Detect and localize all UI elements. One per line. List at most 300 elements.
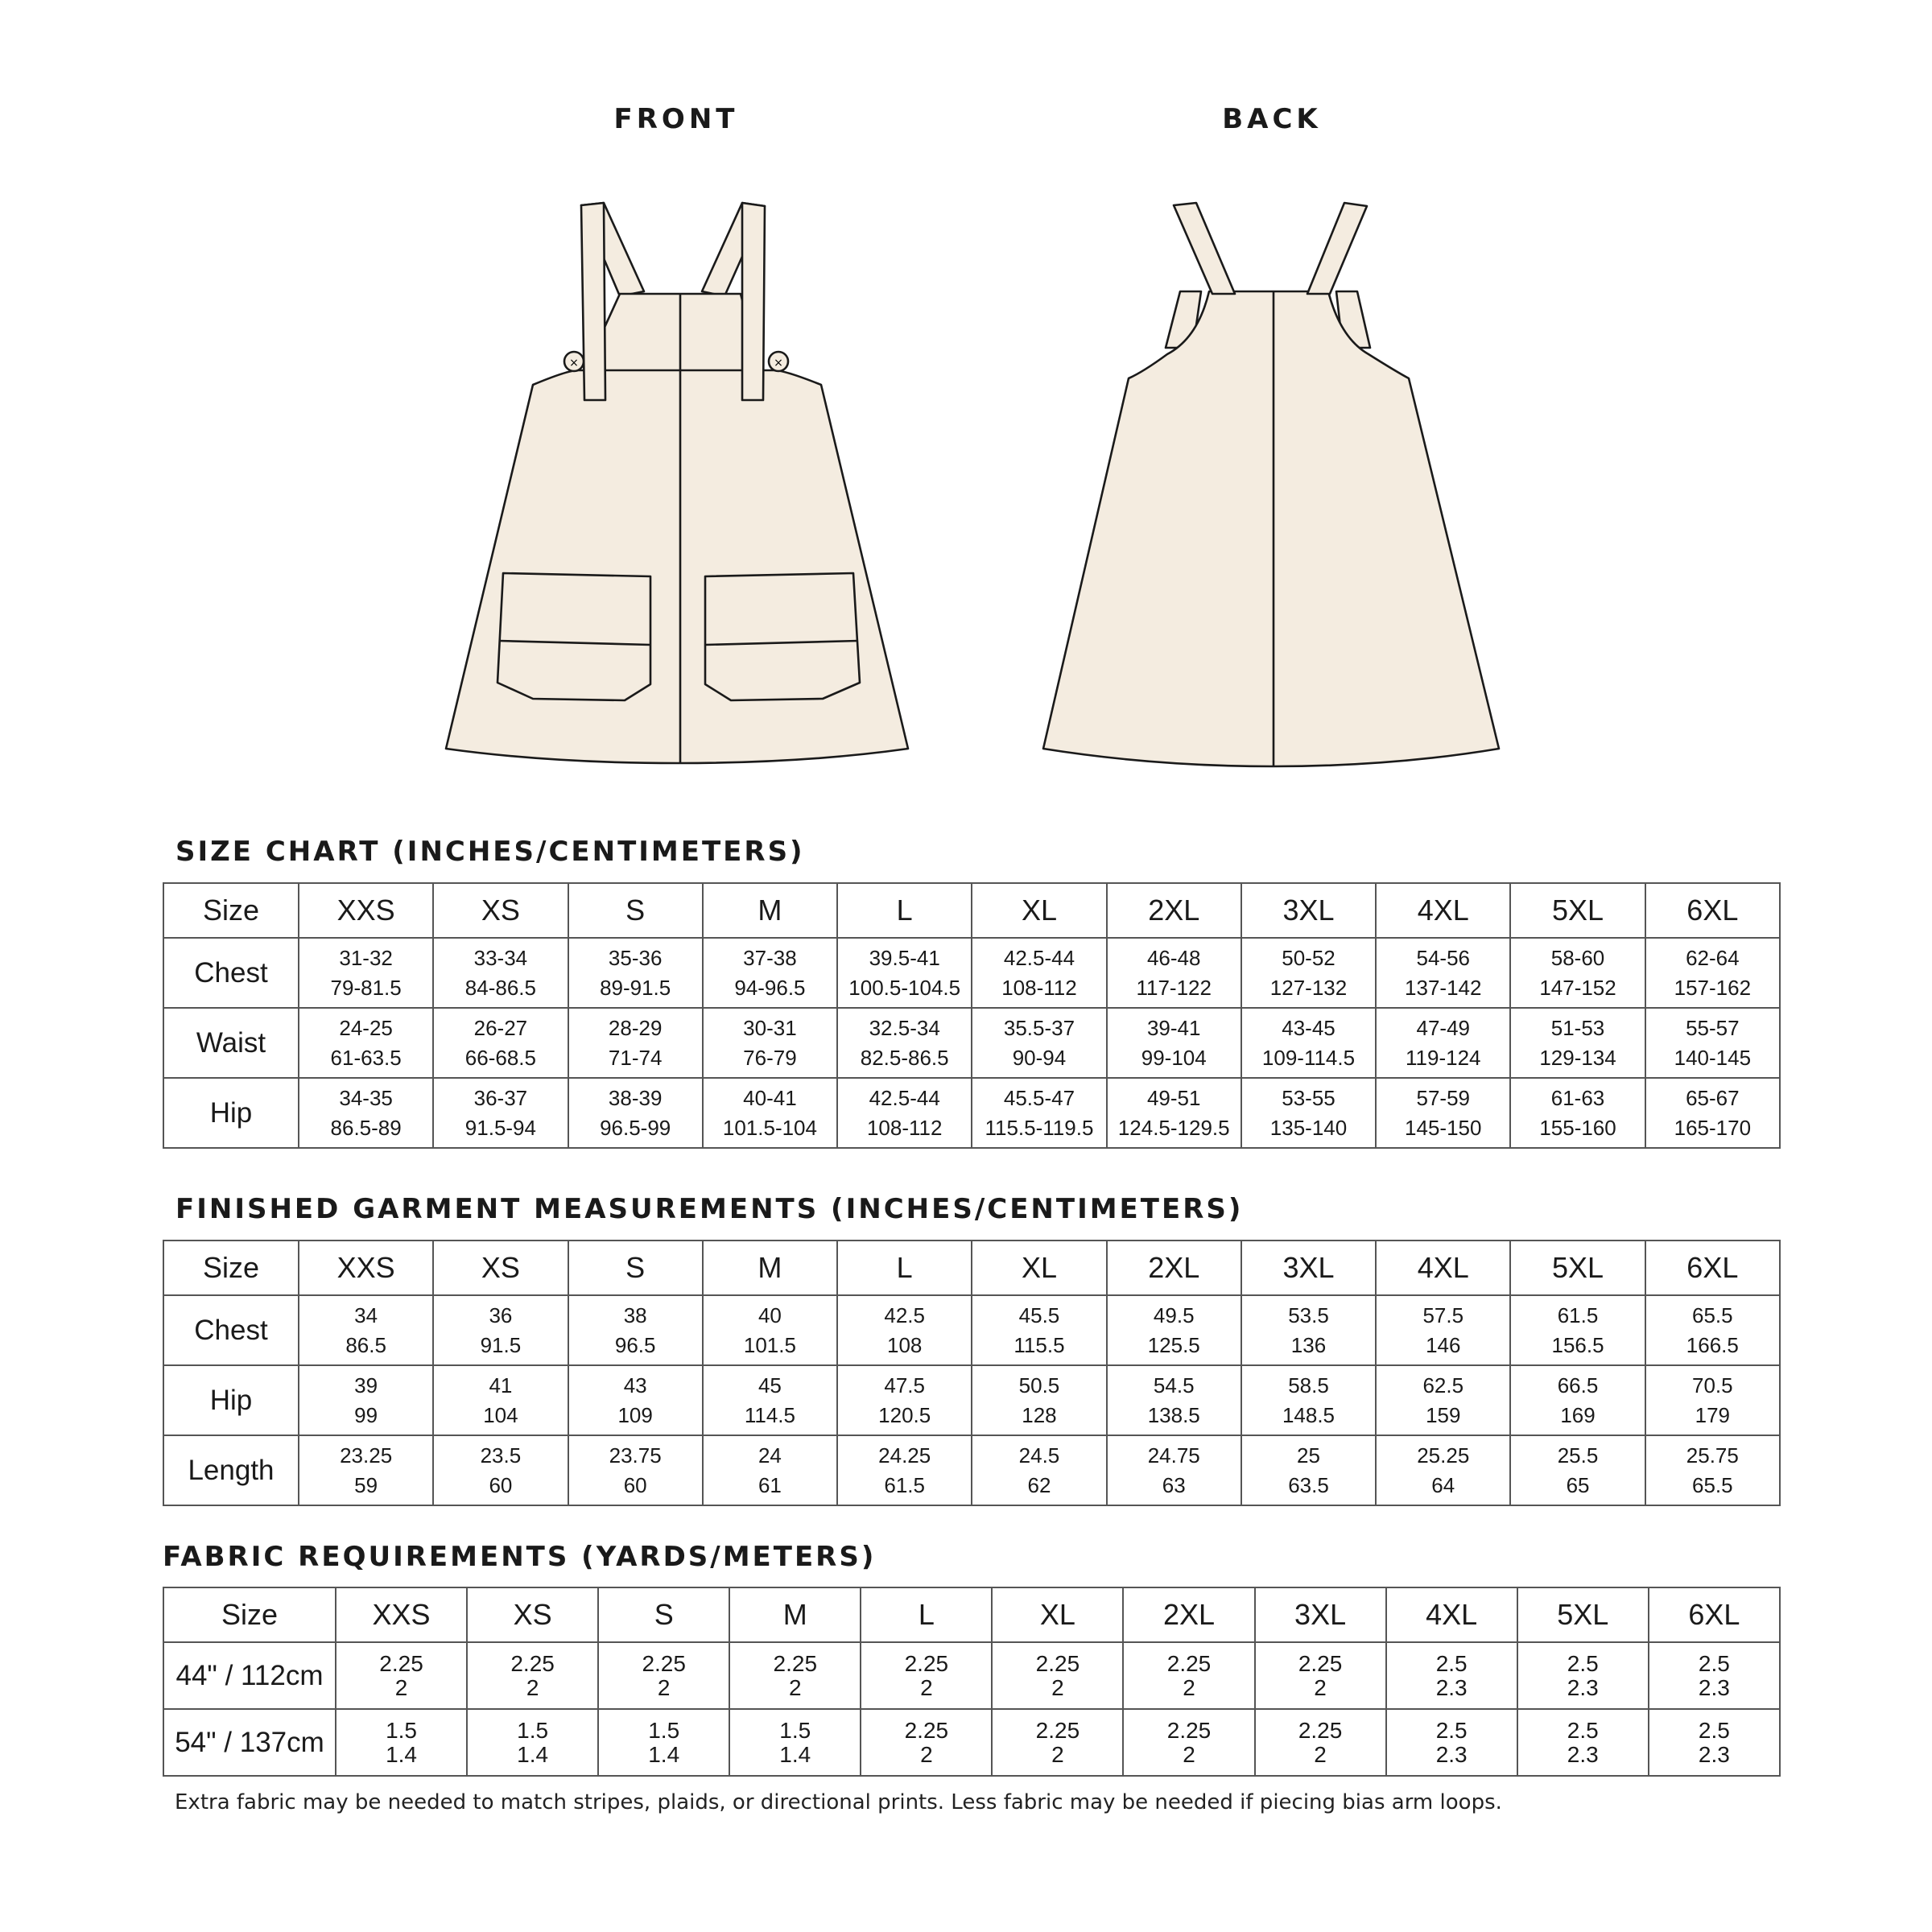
header-size-3xl: 3XL	[1241, 1241, 1376, 1295]
table-cell	[1376, 1295, 1510, 1365]
imperial-value: 65.5	[1692, 1302, 1733, 1327]
table-cell	[972, 1365, 1106, 1435]
imperial-value: 24.75	[1147, 1443, 1200, 1468]
size-chart-header-row	[163, 883, 1780, 938]
metric-value: 166.5	[1686, 1332, 1739, 1357]
metric-value: 99	[354, 1402, 378, 1427]
row-label: Length	[163, 1435, 299, 1505]
imperial-value: 24	[758, 1443, 782, 1468]
metric-value: 60	[623, 1472, 647, 1497]
imperial-value: 23.75	[609, 1443, 662, 1468]
imperial-value: 2.25	[1035, 1717, 1080, 1743]
metric-value: 71-74	[608, 1045, 663, 1070]
metric-value: 61.5	[884, 1472, 925, 1497]
table-cell	[972, 1435, 1106, 1505]
metric-value: 61	[758, 1472, 782, 1497]
imperial-value: 42.5-44	[869, 1085, 940, 1110]
metric-value: 125.5	[1147, 1332, 1200, 1357]
imperial-value: 47-49	[1416, 1015, 1470, 1040]
metric-value: 2.3	[1435, 1674, 1468, 1700]
table-cell	[568, 1078, 703, 1148]
metric-value: 64	[1431, 1472, 1455, 1497]
metric-value: 146	[1426, 1332, 1461, 1357]
imperial-value: 39.5-41	[869, 945, 940, 970]
table-cell	[1123, 1642, 1254, 1709]
finished-row-hip	[163, 1365, 1780, 1435]
table-cell	[703, 1365, 837, 1435]
table-cell	[703, 1008, 837, 1078]
metric-value: 2	[1183, 1741, 1195, 1767]
table-cell	[1510, 938, 1645, 1008]
table-cell	[1255, 1642, 1386, 1709]
header-size-label: Size	[163, 1241, 299, 1295]
metric-value: 94-96.5	[734, 975, 806, 1000]
metric-value: 156.5	[1551, 1332, 1604, 1357]
header-size-m: M	[703, 1241, 837, 1295]
imperial-value: 45	[758, 1373, 782, 1397]
metric-value: 2	[657, 1674, 671, 1700]
finished-header-row	[163, 1241, 1780, 1295]
metric-value: 76-79	[743, 1045, 797, 1070]
imperial-value: 46-48	[1146, 945, 1201, 970]
table-cell	[433, 1435, 568, 1505]
metric-value: 135-140	[1269, 1115, 1348, 1140]
finished-row-chest	[163, 1295, 1780, 1365]
back-view-label: BACK	[1222, 103, 1322, 135]
table-cell	[1107, 1435, 1241, 1505]
metric-value: 2.3	[1698, 1674, 1730, 1700]
table-cell	[1510, 1008, 1645, 1078]
imperial-value: 2.25	[379, 1650, 423, 1676]
imperial-value: 42.5-44	[1003, 945, 1075, 970]
table-cell	[729, 1709, 861, 1776]
imperial-value: 39-41	[1146, 1015, 1201, 1040]
metric-value: 60	[489, 1472, 513, 1497]
table-cell	[1510, 1435, 1645, 1505]
imperial-value: 38	[623, 1302, 647, 1327]
table-cell	[1241, 1295, 1376, 1365]
table-cell	[729, 1642, 861, 1709]
table-cell	[433, 1008, 568, 1078]
imperial-value: 1.5	[779, 1717, 811, 1743]
imperial-value: 2.25	[1166, 1650, 1212, 1676]
table-cell	[837, 1078, 972, 1148]
table-cell	[837, 1435, 972, 1505]
metric-value: 82.5-86.5	[860, 1045, 949, 1070]
metric-value: 90-94	[1012, 1045, 1067, 1070]
front-skirt	[446, 370, 908, 763]
table-cell	[1107, 1295, 1241, 1365]
table-cell	[1376, 1078, 1510, 1148]
front-view-label: FRONT	[613, 103, 739, 135]
metric-value: 2	[1183, 1674, 1195, 1700]
metric-value: 2	[394, 1674, 408, 1700]
header-size-xl: XL	[992, 1587, 1123, 1642]
metric-value: 115.5	[1013, 1332, 1065, 1357]
imperial-value: 2.5	[1435, 1717, 1468, 1743]
header-size-3xl: 3XL	[1255, 1587, 1386, 1642]
metric-value: 65	[1566, 1472, 1590, 1497]
row-label: Chest	[163, 1295, 299, 1365]
imperial-value: 54-56	[1416, 945, 1470, 970]
imperial-value: 2.25	[1035, 1650, 1080, 1676]
row-label: Chest	[163, 938, 299, 1008]
metric-value: 66-68.5	[464, 1045, 536, 1070]
front-left-strap	[581, 203, 605, 400]
imperial-value: 57.5	[1422, 1302, 1464, 1327]
metric-value: 100.5-104.5	[848, 975, 961, 1000]
metric-value: 63	[1162, 1472, 1186, 1497]
imperial-value: 34-35	[339, 1085, 393, 1110]
row-label: 44" / 112cm	[163, 1642, 336, 1709]
imperial-value: 65-67	[1686, 1085, 1740, 1110]
metric-value: 120.5	[878, 1402, 931, 1427]
metric-value: 159	[1426, 1402, 1461, 1427]
table-cell	[1123, 1709, 1254, 1776]
imperial-value: 40-41	[743, 1085, 797, 1110]
imperial-value: 25.75	[1686, 1443, 1739, 1468]
table-cell	[703, 1295, 837, 1365]
imperial-value: 2.25	[773, 1650, 818, 1676]
header-size-6xl: 6XL	[1649, 1587, 1780, 1642]
table-cell	[1255, 1709, 1386, 1776]
imperial-value: 25.5	[1557, 1443, 1599, 1468]
metric-value: 145-150	[1405, 1115, 1482, 1140]
metric-value: 155-160	[1539, 1115, 1616, 1140]
imperial-value: 31-32	[339, 945, 393, 970]
imperial-value: 54.5	[1153, 1373, 1195, 1397]
table-cell	[336, 1709, 467, 1776]
metric-value: 96.5	[614, 1332, 656, 1357]
metric-value: 127-132	[1269, 975, 1348, 1000]
header-size-l: L	[837, 1241, 972, 1295]
metric-value: 65.5	[1692, 1472, 1733, 1497]
metric-value: 179	[1695, 1402, 1731, 1427]
imperial-value: 1.5	[517, 1717, 549, 1743]
metric-value: 86.5-89	[330, 1115, 402, 1140]
size-chart-table	[163, 882, 1781, 1149]
metric-value: 2.3	[1698, 1741, 1730, 1767]
header-size-4xl: 4XL	[1376, 883, 1510, 938]
fabric-requirements-title: FABRIC REQUIREMENTS (YARDS/METERS)	[163, 1541, 877, 1573]
table-cell	[861, 1709, 992, 1776]
header-size-s: S	[598, 1587, 729, 1642]
table-cell	[992, 1709, 1123, 1776]
svg-text:×: ×	[569, 357, 579, 369]
imperial-value: 23.25	[340, 1443, 393, 1468]
header-size-xs: XS	[433, 1241, 568, 1295]
metric-value: 109-114.5	[1261, 1045, 1356, 1070]
header-size-l: L	[837, 883, 972, 938]
header-size-4xl: 4XL	[1386, 1587, 1517, 1642]
imperial-value: 53-55	[1282, 1085, 1335, 1110]
metric-value: 59	[354, 1472, 378, 1497]
imperial-value: 23.5	[480, 1443, 522, 1468]
imperial-value: 39	[354, 1373, 378, 1397]
metric-value: 2.3	[1435, 1741, 1468, 1767]
size-chart-row-hip	[163, 1078, 1780, 1148]
table-cell	[299, 1008, 433, 1078]
imperial-value: 61-63	[1550, 1085, 1605, 1110]
metric-value: 86.5	[345, 1332, 386, 1357]
imperial-value: 26-27	[473, 1015, 528, 1040]
metric-value: 147-152	[1539, 975, 1616, 1000]
imperial-value: 1.5	[648, 1717, 680, 1743]
table-cell	[1376, 938, 1510, 1008]
imperial-value: 57-59	[1416, 1085, 1470, 1110]
back-dress-drawing	[1043, 203, 1499, 766]
metric-value: 2	[788, 1674, 802, 1700]
imperial-value: 34	[354, 1302, 378, 1327]
imperial-value: 45.5	[1018, 1302, 1060, 1327]
metric-value: 2	[1051, 1674, 1064, 1700]
metric-value: 157-162	[1674, 975, 1752, 1000]
size-chart-row-waist	[163, 1008, 1780, 1078]
imperial-value: 50-52	[1282, 945, 1335, 970]
metric-value: 91.5	[480, 1332, 522, 1357]
header-size-xs: XS	[467, 1587, 598, 1642]
header-size-s: S	[568, 883, 703, 938]
metric-value: 169	[1560, 1402, 1596, 1427]
imperial-value: 42.5	[884, 1302, 925, 1327]
table-cell	[299, 1365, 433, 1435]
header-size-xs: XS	[433, 883, 568, 938]
table-cell	[1517, 1709, 1649, 1776]
metric-value: 108-112	[1001, 975, 1077, 1000]
table-cell	[433, 938, 568, 1008]
metric-value: 108-112	[866, 1115, 943, 1140]
metric-value: 99-104	[1141, 1045, 1207, 1070]
metric-value: 1.4	[517, 1741, 549, 1767]
svg-text:×: ×	[774, 357, 783, 369]
header-size-2xl: 2XL	[1107, 883, 1241, 938]
imperial-value: 28-29	[608, 1015, 663, 1040]
imperial-value: 2.5	[1698, 1650, 1730, 1676]
table-cell	[299, 1078, 433, 1148]
row-label: Hip	[163, 1078, 299, 1148]
header-size-l: L	[861, 1587, 992, 1642]
finished-row-length	[163, 1435, 1780, 1505]
table-cell	[1376, 1435, 1510, 1505]
metric-value: 109	[617, 1402, 653, 1427]
table-cell	[336, 1642, 467, 1709]
imperial-value: 25.25	[1417, 1443, 1470, 1468]
imperial-value: 49-51	[1146, 1085, 1201, 1110]
metric-value: 129-134	[1539, 1045, 1616, 1070]
table-cell	[568, 938, 703, 1008]
metric-value: 2.3	[1567, 1741, 1599, 1767]
header-size-5xl: 5XL	[1517, 1587, 1649, 1642]
front-right-pocket	[705, 573, 860, 700]
back-left-strap	[1174, 203, 1235, 294]
table-cell	[972, 1008, 1106, 1078]
imperial-value: 70.5	[1692, 1373, 1733, 1397]
imperial-value: 45.5-47	[1003, 1085, 1075, 1110]
header-size-label: Size	[163, 1587, 336, 1642]
table-cell	[1107, 1365, 1241, 1435]
table-cell	[1645, 1078, 1780, 1148]
metric-value: 104	[483, 1402, 518, 1427]
imperial-value: 50.5	[1018, 1373, 1060, 1397]
imperial-value: 58-60	[1550, 945, 1605, 970]
metric-value: 115.5-119.5	[985, 1115, 1094, 1140]
finished-measurements-table	[163, 1240, 1781, 1506]
imperial-value: 40	[758, 1302, 782, 1327]
header-size-label: Size	[163, 883, 299, 938]
header-size-3xl: 3XL	[1241, 883, 1376, 938]
imperial-value: 36-37	[473, 1085, 528, 1110]
table-cell	[433, 1365, 568, 1435]
imperial-value: 2.25	[904, 1717, 949, 1743]
imperial-value: 25	[1297, 1443, 1320, 1468]
metric-value: 137-142	[1405, 975, 1482, 1000]
table-cell	[299, 938, 433, 1008]
metric-value: 136	[1290, 1332, 1327, 1357]
table-cell	[972, 1295, 1106, 1365]
metric-value: 2	[920, 1741, 933, 1767]
table-cell	[1510, 1365, 1645, 1435]
metric-value: 1.4	[779, 1741, 811, 1767]
header-size-xxs: XXS	[336, 1587, 467, 1642]
metric-value: 119-124	[1406, 1045, 1481, 1070]
table-cell	[1107, 938, 1241, 1008]
imperial-value: 24-25	[339, 1015, 393, 1040]
metric-value: 165-170	[1674, 1115, 1752, 1140]
imperial-value: 36	[489, 1302, 513, 1327]
finished-measurements-title: FINISHED GARMENT MEASUREMENTS (INCHES/CENTIMETERS)	[175, 1193, 1244, 1225]
metric-value: 91.5-94	[464, 1115, 536, 1140]
imperial-value: 24.5	[1018, 1443, 1060, 1468]
imperial-value: 2.25	[1298, 1650, 1343, 1676]
front-right-strap	[742, 203, 765, 400]
fabric-footnote: Extra fabric may be needed to match stripes, plaids, or directional prints. Less fabric may be needed if piecing bias arm loops.	[175, 1790, 1502, 1814]
header-size-m: M	[729, 1587, 861, 1642]
metric-value: 140-145	[1674, 1045, 1752, 1070]
imperial-value: 2.25	[510, 1650, 555, 1676]
table-cell	[1386, 1709, 1517, 1776]
metric-value: 117-122	[1136, 975, 1212, 1000]
table-cell	[1645, 1295, 1780, 1365]
fabric-requirements-table	[163, 1587, 1781, 1777]
front-bib	[594, 294, 755, 374]
header-size-xxs: XXS	[299, 883, 433, 938]
imperial-value: 2.5	[1567, 1717, 1599, 1743]
table-cell	[568, 1008, 703, 1078]
imperial-value: 47.5	[884, 1373, 925, 1397]
table-cell	[837, 938, 972, 1008]
fabric-row-44	[163, 1642, 1780, 1709]
header-size-m: M	[703, 883, 837, 938]
header-size-6xl: 6XL	[1645, 883, 1780, 938]
header-size-xl: XL	[972, 883, 1106, 938]
imperial-value: 61.5	[1557, 1302, 1599, 1327]
header-size-6xl: 6XL	[1645, 1241, 1780, 1295]
table-cell	[1376, 1008, 1510, 1078]
imperial-value: 33-34	[473, 945, 528, 970]
table-cell	[837, 1008, 972, 1078]
table-cell	[598, 1709, 729, 1776]
imperial-value: 51-53	[1550, 1015, 1605, 1040]
table-cell	[1645, 938, 1780, 1008]
metric-value: 61-63.5	[330, 1045, 402, 1070]
imperial-value: 35-36	[608, 945, 663, 970]
metric-value: 101.5-104	[722, 1115, 817, 1140]
table-cell	[299, 1435, 433, 1505]
table-cell	[1241, 938, 1376, 1008]
imperial-value: 30-31	[743, 1015, 797, 1040]
garment-illustration	[0, 0, 1932, 805]
row-label: Waist	[163, 1008, 299, 1078]
metric-value: 2	[526, 1674, 539, 1700]
metric-value: 2	[1314, 1741, 1327, 1767]
front-dress-drawing	[446, 203, 908, 763]
metric-value: 1.4	[386, 1741, 417, 1767]
imperial-value: 2.5	[1435, 1650, 1468, 1676]
fabric-header-row	[163, 1587, 1780, 1642]
imperial-value: 2.5	[1698, 1717, 1730, 1743]
table-cell	[1386, 1642, 1517, 1709]
metric-value: 2	[920, 1674, 933, 1700]
metric-value: 2	[1051, 1741, 1064, 1767]
header-size-4xl: 4XL	[1376, 1241, 1510, 1295]
table-cell	[1645, 1435, 1780, 1505]
imperial-value: 37-38	[743, 945, 797, 970]
table-cell	[1645, 1365, 1780, 1435]
fabric-row-54	[163, 1709, 1780, 1776]
table-cell	[299, 1295, 433, 1365]
size-chart-title: SIZE CHART (INCHES/CENTIMETERS)	[175, 836, 805, 868]
metric-value: 128	[1022, 1402, 1057, 1427]
table-cell	[972, 938, 1106, 1008]
table-cell	[703, 1435, 837, 1505]
metric-value: 63.5	[1288, 1472, 1329, 1497]
metric-value: 124.5-129.5	[1117, 1115, 1230, 1140]
imperial-value: 2.25	[904, 1650, 949, 1676]
imperial-value: 58.5	[1288, 1373, 1329, 1397]
table-cell	[1645, 1008, 1780, 1078]
metric-value: 79-81.5	[330, 975, 402, 1000]
imperial-value: 55-57	[1686, 1015, 1740, 1040]
header-size-2xl: 2XL	[1107, 1241, 1241, 1295]
metric-value: 148.5	[1282, 1402, 1335, 1427]
table-cell	[1649, 1709, 1780, 1776]
imperial-value: 1.5	[386, 1717, 417, 1743]
back-right-strap	[1307, 203, 1367, 294]
row-label: 54" / 137cm	[163, 1709, 336, 1776]
table-cell	[1510, 1078, 1645, 1148]
table-cell	[837, 1365, 972, 1435]
front-left-pocket	[497, 573, 650, 700]
size-chart-row-chest	[163, 938, 1780, 1008]
metric-value: 101.5	[743, 1332, 796, 1357]
table-cell	[1241, 1078, 1376, 1148]
imperial-value: 2.25	[1166, 1717, 1212, 1743]
metric-value: 114.5	[744, 1402, 795, 1427]
imperial-value: 43	[623, 1373, 647, 1397]
header-size-5xl: 5XL	[1510, 1241, 1645, 1295]
table-cell	[467, 1709, 598, 1776]
imperial-value: 66.5	[1557, 1373, 1599, 1397]
metric-value: 2.3	[1567, 1674, 1599, 1700]
table-cell	[861, 1642, 992, 1709]
metric-value: 1.4	[648, 1741, 680, 1767]
row-label: Hip	[163, 1365, 299, 1435]
header-size-s: S	[568, 1241, 703, 1295]
imperial-value: 32.5-34	[869, 1015, 940, 1040]
imperial-value: 24.25	[878, 1443, 931, 1468]
imperial-value: 62.5	[1422, 1373, 1464, 1397]
header-size-2xl: 2XL	[1123, 1587, 1254, 1642]
